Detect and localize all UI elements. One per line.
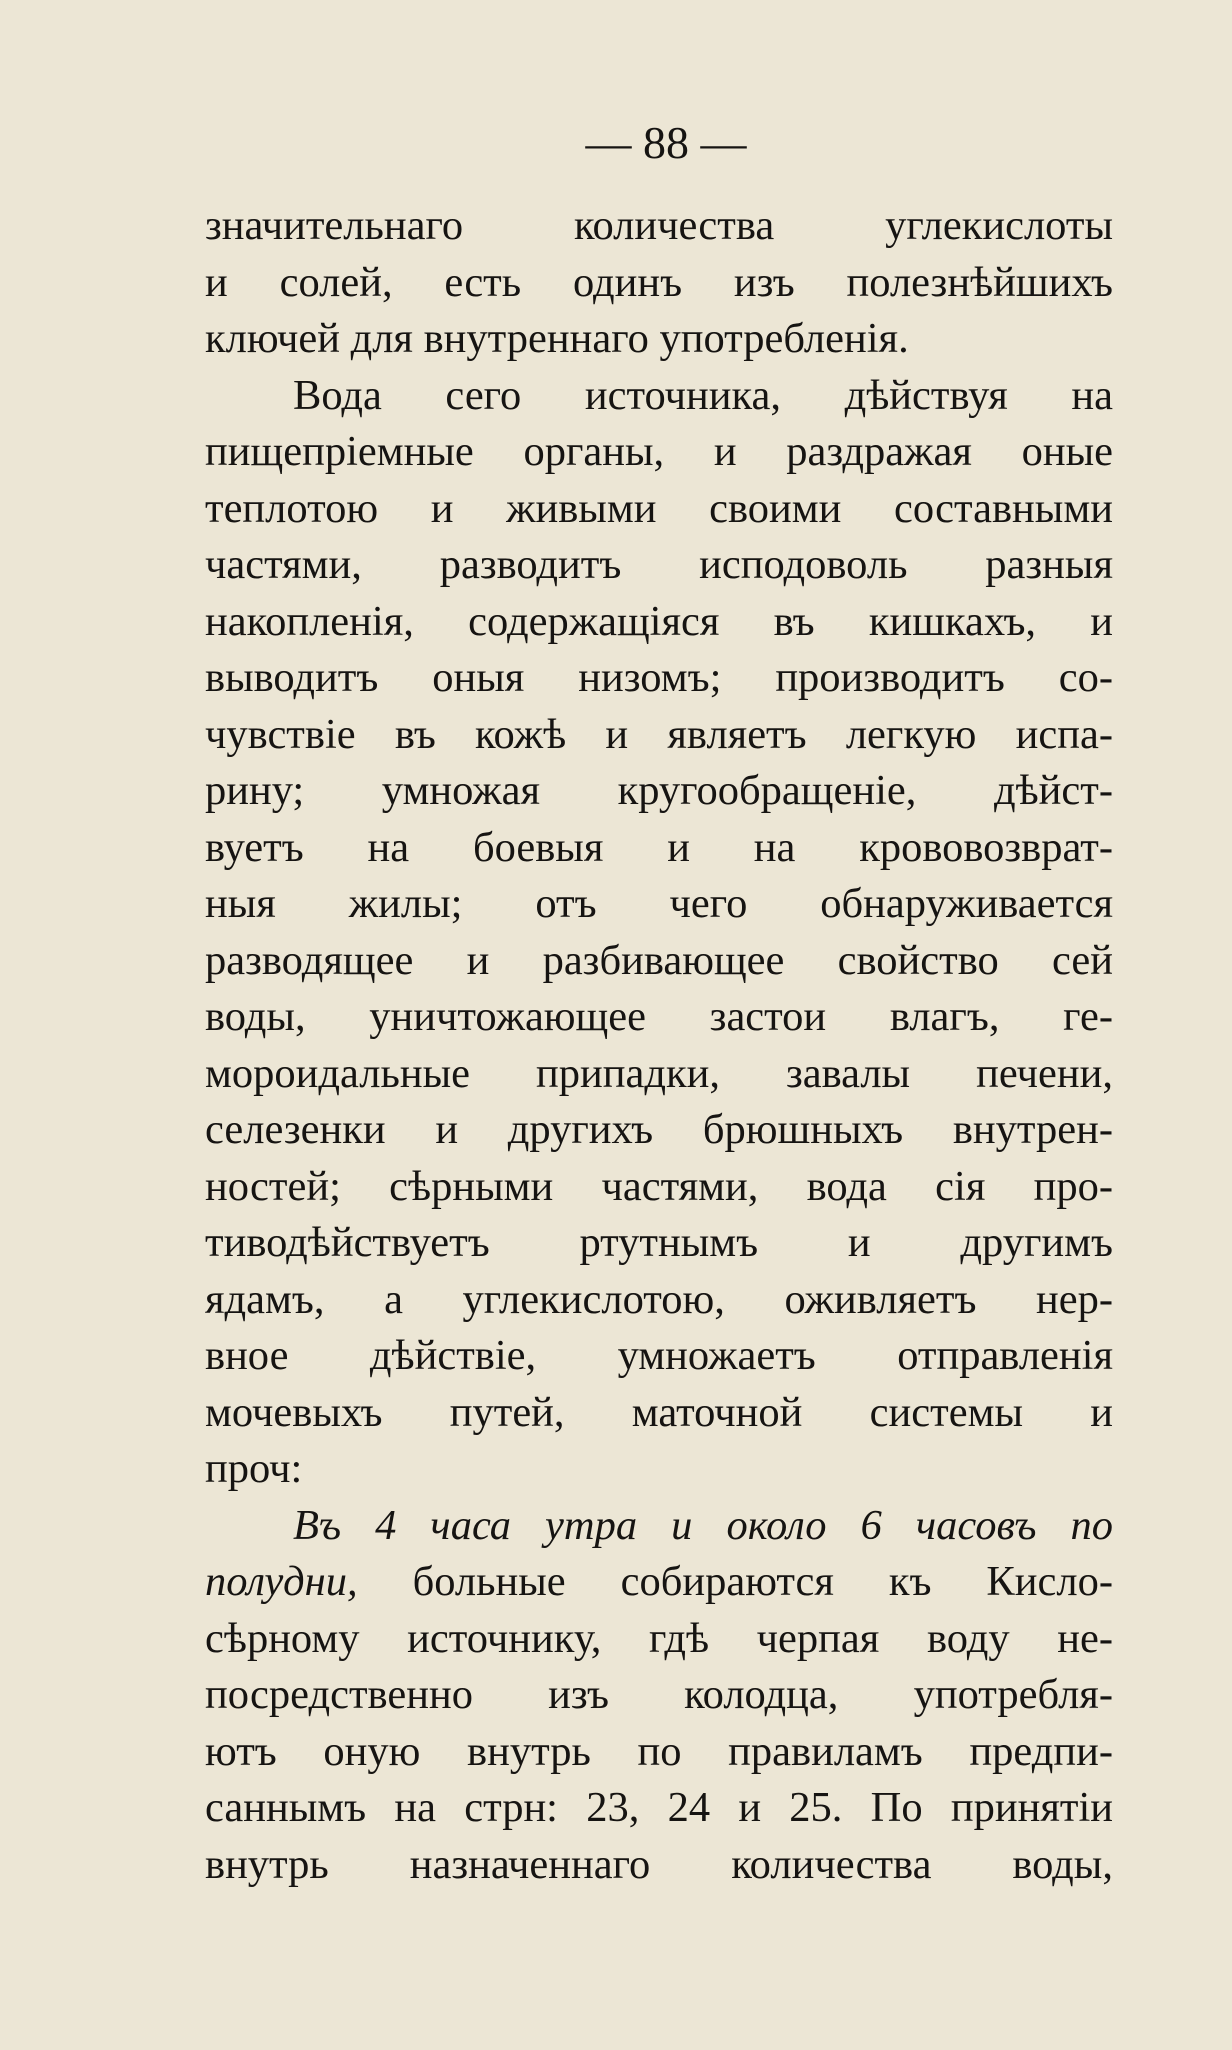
text-line: накопленія, содержащіяся въ кишкахъ, и xyxy=(205,597,1113,645)
text-line: мороидальные припадки, завалы печени, xyxy=(205,1049,1113,1097)
page-number: — 88 — xyxy=(585,117,747,168)
text-line: частями, разводитъ исподоволь разныя xyxy=(205,541,1113,588)
text-line: саннымъ на стрн: 23, 24 и 25. По принятіи xyxy=(205,1784,1113,1831)
text-line: внутрь назначеннаго количества воды, xyxy=(205,1840,1113,1888)
text-line: разводящее и разбивающее свойство сей xyxy=(205,936,1113,984)
body-text xyxy=(205,198,1113,1893)
text-line: сѣрному источнику, гдѣ черпая воду не- xyxy=(205,1614,1113,1662)
text-line: полудни, больные собираются къ Кисло- xyxy=(205,1558,1113,1605)
text-line: Вода сего источника, дѣйствуя на xyxy=(293,371,1113,419)
text-line: ютъ оную внутрь по правиламъ предпи- xyxy=(205,1727,1113,1775)
text-line: посредственно изъ колодца, употребля- xyxy=(205,1671,1113,1718)
text-line: чувствіе въ кожѣ и являетъ легкую испа- xyxy=(205,710,1113,758)
text-line: значительнаго количества углекислоты xyxy=(205,202,1113,249)
text-line: ныя жилы; отъ чего обнаруживается xyxy=(205,880,1113,927)
text-line: пищепріемные органы, и раздражая оные xyxy=(205,428,1113,475)
text-line: ядамъ, а углекислотою, оживляетъ нер- xyxy=(205,1275,1113,1323)
text-line: вное дѣйствіе, умножаетъ отправленія xyxy=(205,1332,1113,1379)
text-line: воды, уничтожающее застои влагъ, ге- xyxy=(205,993,1113,1040)
text-line: рину; умножая кругообращеніе, дѣйст- xyxy=(205,767,1113,814)
text-line: проч: xyxy=(205,1445,303,1492)
text-line: ностей; сѣрными частями, вода сія про- xyxy=(205,1162,1113,1210)
text-line: селезенки и другихъ брюшныхъ внутрен- xyxy=(205,1106,1113,1153)
text-line: Въ 4 часа утра и около 6 часовъ по xyxy=(293,1501,1113,1549)
text-line: мочевыхъ путей, маточной системы и xyxy=(205,1388,1113,1436)
text-line: тиводѣйствуетъ ртутнымъ и другимъ xyxy=(205,1219,1113,1266)
text-line: вуетъ на боевыя и на крововозврат- xyxy=(205,823,1113,871)
text-line: выводитъ оныя низомъ; производитъ со- xyxy=(205,654,1113,701)
text-line: теплотою и живыми своими составными xyxy=(205,484,1113,532)
text-line: и солей, есть одинъ изъ полезнѣйшихъ xyxy=(205,258,1113,306)
text-line: ключей для внутреннаго употребленія. xyxy=(205,315,909,362)
